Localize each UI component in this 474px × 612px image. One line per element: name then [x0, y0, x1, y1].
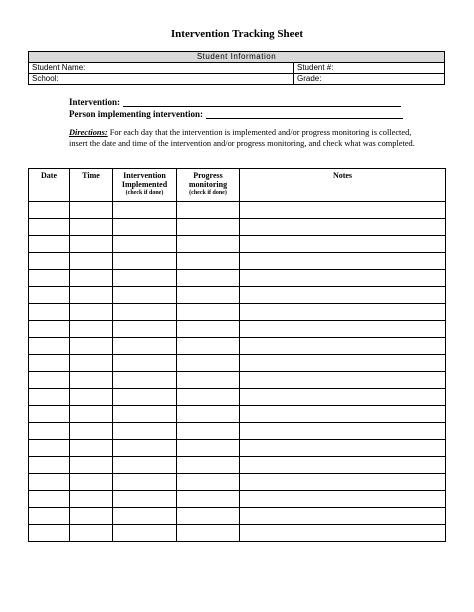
date-cell[interactable] [29, 525, 70, 542]
date-cell[interactable] [29, 372, 70, 389]
table-row [29, 219, 446, 236]
time-cell[interactable] [70, 355, 113, 372]
table-row [29, 202, 446, 219]
notes-cell[interactable] [240, 287, 446, 304]
intervention-check-cell[interactable] [113, 270, 177, 287]
progress-check-cell[interactable] [177, 202, 240, 219]
time-cell[interactable] [70, 491, 113, 508]
time-cell[interactable] [70, 338, 113, 355]
intervention-check-cell[interactable] [113, 202, 177, 219]
progress-check-cell[interactable] [177, 355, 240, 372]
progress-check-cell[interactable] [177, 219, 240, 236]
date-cell[interactable] [29, 338, 70, 355]
progress-check-cell[interactable] [177, 321, 240, 338]
intervention-check-cell[interactable] [113, 423, 177, 440]
time-cell[interactable] [70, 389, 113, 406]
progress-check-cell[interactable] [177, 474, 240, 491]
progress-check-cell[interactable] [177, 440, 240, 457]
student-information-table [28, 51, 445, 85]
intervention-check-cell[interactable] [113, 474, 177, 491]
student-name-field[interactable]: Student Name: [29, 63, 294, 74]
date-cell[interactable] [29, 270, 70, 287]
progress-check-cell[interactable] [177, 525, 240, 542]
table-row [29, 236, 446, 253]
intervention-check-cell[interactable] [113, 355, 177, 372]
notes-cell[interactable] [240, 423, 446, 440]
column-header-time: Time [70, 169, 113, 202]
intervention-check-cell[interactable] [113, 287, 177, 304]
table-row [29, 321, 446, 338]
column-header-notes: Notes [240, 169, 446, 202]
notes-cell[interactable] [240, 236, 446, 253]
intervention-blank[interactable] [123, 97, 401, 107]
intervention-check-cell[interactable] [113, 406, 177, 423]
date-cell[interactable] [29, 287, 70, 304]
progress-check-cell[interactable] [177, 338, 240, 355]
table-row [29, 508, 446, 525]
intervention-check-cell[interactable] [113, 219, 177, 236]
table-row [29, 338, 446, 355]
time-cell[interactable] [70, 270, 113, 287]
notes-cell[interactable] [240, 491, 446, 508]
intervention-check-cell[interactable] [113, 321, 177, 338]
intervention-line [69, 97, 401, 107]
time-cell[interactable] [70, 457, 113, 474]
directions-label: Directions: [69, 128, 108, 137]
table-row [29, 440, 446, 457]
date-cell[interactable] [29, 457, 70, 474]
school-field[interactable]: School: [29, 74, 294, 85]
notes-cell[interactable] [240, 474, 446, 491]
intervention-check-cell[interactable] [113, 338, 177, 355]
person-implementing-label: Person implementing intervention: [69, 109, 203, 119]
intervention-check-cell[interactable] [113, 372, 177, 389]
intervention-check-cell[interactable] [113, 491, 177, 508]
progress-check-cell[interactable] [177, 270, 240, 287]
person-implementing-line [69, 109, 403, 119]
table-row [29, 525, 446, 542]
progress-check-cell[interactable] [177, 491, 240, 508]
notes-cell[interactable] [240, 355, 446, 372]
table-row [29, 270, 446, 287]
date-cell[interactable] [29, 202, 70, 219]
table-row [29, 491, 446, 508]
intervention-check-cell[interactable] [113, 525, 177, 542]
time-cell[interactable] [70, 219, 113, 236]
directions-paragraph [69, 128, 419, 149]
date-cell[interactable] [29, 355, 70, 372]
date-cell[interactable] [29, 389, 70, 406]
table-row [29, 372, 446, 389]
notes-cell[interactable] [240, 219, 446, 236]
column-header-date: Date [29, 169, 70, 202]
table-row [29, 304, 446, 321]
time-cell[interactable] [70, 253, 113, 270]
progress-check-cell[interactable] [177, 372, 240, 389]
progress-check-cell[interactable] [177, 389, 240, 406]
table-row [29, 406, 446, 423]
progress-check-cell[interactable] [177, 236, 240, 253]
notes-cell[interactable] [240, 457, 446, 474]
notes-cell[interactable] [240, 202, 446, 219]
intervention-check-cell[interactable] [113, 236, 177, 253]
table-row [29, 253, 446, 270]
progress-check-cell[interactable] [177, 304, 240, 321]
notes-cell[interactable] [240, 389, 446, 406]
date-cell[interactable] [29, 508, 70, 525]
notes-cell[interactable] [240, 270, 446, 287]
progress-check-cell[interactable] [177, 406, 240, 423]
intervention-label: Intervention: [69, 97, 120, 107]
time-cell[interactable] [70, 287, 113, 304]
progress-check-cell[interactable] [177, 423, 240, 440]
intervention-check-cell[interactable] [113, 457, 177, 474]
progress-check-cell[interactable] [177, 287, 240, 304]
intervention-check-cell[interactable] [113, 253, 177, 270]
date-cell[interactable] [29, 236, 70, 253]
time-cell[interactable] [70, 474, 113, 491]
time-cell[interactable] [70, 304, 113, 321]
date-cell[interactable] [29, 253, 70, 270]
notes-cell[interactable] [240, 253, 446, 270]
grade-field[interactable]: Grade: [294, 74, 445, 85]
time-cell[interactable] [70, 406, 113, 423]
table-row [29, 474, 446, 491]
time-cell[interactable] [70, 202, 113, 219]
column-header-intervention-implemented: Intervention Implemented (check if done) [113, 169, 177, 202]
time-cell[interactable] [70, 508, 113, 525]
intervention-check-cell[interactable] [113, 440, 177, 457]
directions-text: For each day that the intervention is implemented and/or progress monitoring is collected, insert the date and time of the intervention and/or progress monitoring, and check what was completed. [69, 128, 415, 148]
time-cell[interactable] [70, 440, 113, 457]
intervention-check-cell[interactable] [113, 508, 177, 525]
person-implementing-blank[interactable] [206, 109, 403, 119]
date-cell[interactable] [29, 423, 70, 440]
date-cell[interactable] [29, 440, 70, 457]
progress-check-cell[interactable] [177, 253, 240, 270]
notes-cell[interactable] [240, 321, 446, 338]
column-header-progress-monitoring: Progress monitoring (check if done) [177, 169, 240, 202]
progress-check-cell[interactable] [177, 508, 240, 525]
table-row [29, 423, 446, 440]
page-title: Intervention Tracking Sheet [170, 28, 304, 40]
table-row [29, 355, 446, 372]
date-cell[interactable] [29, 406, 70, 423]
table-row [29, 457, 446, 474]
notes-cell[interactable] [240, 304, 446, 321]
time-cell[interactable] [70, 423, 113, 440]
date-cell[interactable] [29, 304, 70, 321]
tracking-table [28, 168, 446, 542]
notes-cell[interactable] [240, 440, 446, 457]
student-number-field[interactable]: Student #: [294, 63, 445, 74]
time-cell[interactable] [70, 321, 113, 338]
time-cell[interactable] [70, 372, 113, 389]
notes-cell[interactable] [240, 525, 446, 542]
date-cell[interactable] [29, 491, 70, 508]
student-information-header: Student Information [29, 52, 445, 63]
intervention-check-cell[interactable] [113, 304, 177, 321]
time-cell[interactable] [70, 525, 113, 542]
table-row [29, 287, 446, 304]
tracking-table-header-row [29, 169, 446, 202]
date-cell[interactable] [29, 474, 70, 491]
notes-cell[interactable] [240, 372, 446, 389]
table-row [29, 389, 446, 406]
progress-check-cell[interactable] [177, 457, 240, 474]
notes-cell[interactable] [240, 406, 446, 423]
notes-cell[interactable] [240, 508, 446, 525]
notes-cell[interactable] [240, 338, 446, 355]
date-cell[interactable] [29, 321, 70, 338]
date-cell[interactable] [29, 219, 70, 236]
time-cell[interactable] [70, 236, 113, 253]
intervention-check-cell[interactable] [113, 389, 177, 406]
